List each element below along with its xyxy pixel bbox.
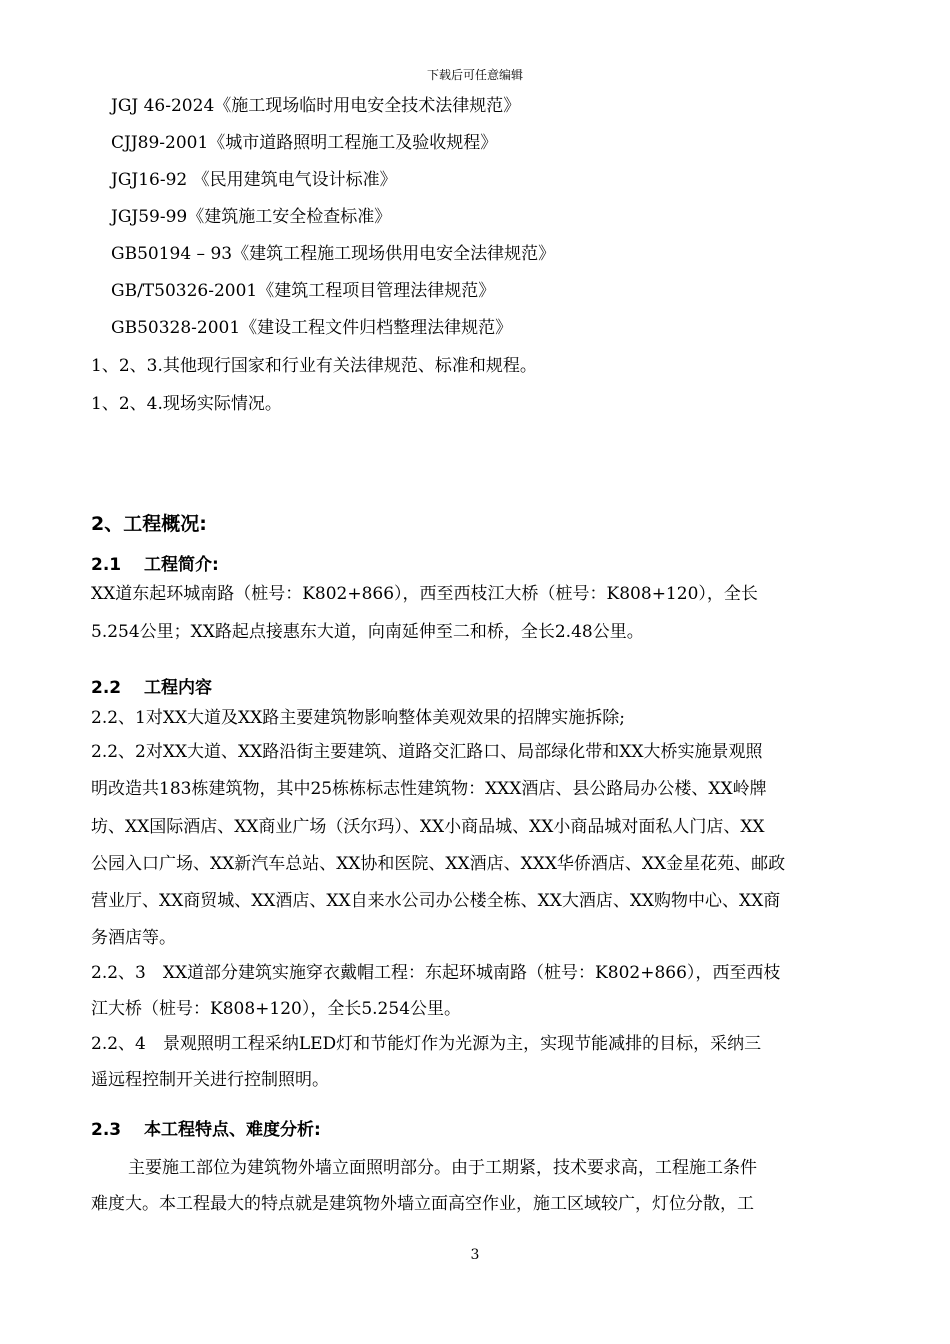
header-note: 下载后可任意编辑 (426, 68, 523, 82)
reference-line: CJJ89-2001《城市道路照明工程施工及验收规程》 (111, 133, 498, 153)
list-item: 1、2、3.其他现行国家和行业有关法律规范、标准和规程。 (91, 356, 537, 376)
section-heading: 2、工程概况: (91, 513, 207, 535)
paragraph-line: 坊、XX国际酒店、XX商业广场（沃尔玛）、XX小商品城、XX小商品城对面私人门店、XX (91, 817, 765, 837)
paragraph-line: 务酒店等。 (91, 928, 176, 948)
reference-line: GB/T50326-2001《建筑工程项目管理法律规范》 (111, 281, 496, 301)
paragraph-line: 2.2、3 XX道部分建筑实施穿衣戴帽工程：东起环城南路（桩号：K802+866），西至西枝 (91, 963, 781, 983)
page-number: 3 (470, 1247, 480, 1263)
paragraph-line: 营业厅、XX商贸城、XX酒店、XX自来水公司办公楼全栋、XX大酒店、XX购物中心、XX商 (91, 891, 781, 911)
paragraph-line: 难度大。本工程最大的特点就是建筑物外墙立面高空作业，施工区域较广，灯位分散，工 (91, 1194, 754, 1214)
subsection-heading: 2.3 本工程特点、难度分析: (91, 1120, 321, 1140)
reference-line: JGJ59-99《建筑施工安全检查标准》 (111, 207, 392, 227)
paragraph-line: 2.2、2对XX大道、XX路沿街主要建筑、道路交汇路口、局部绿化带和XX大桥实施景观照 (91, 742, 763, 762)
paragraph-line: 遥远程控制开关进行控制照明。 (91, 1070, 329, 1090)
paragraph-line: XX道东起环城南路（桩号：K802+866），西至西枝江大桥（桩号：K808+120），全长 (91, 584, 758, 604)
paragraph-line: 江大桥（桩号：K808+120），全长5.254公里。 (91, 999, 462, 1019)
paragraph-line: 2.2、1对XX大道及XX路主要建筑物影响整体美观效果的招牌实施拆除; (91, 708, 625, 728)
paragraph-line: 2.2、4 景观照明工程采纳LED灯和节能灯作为光源为主，实现节能减排的目标，采纳三 (91, 1034, 762, 1054)
subsection-heading: 2.1 工程简介: (91, 555, 219, 575)
paragraph-line: 5.254公里；XX路起点接惠东大道，向南延伸至二和桥，全长2.48公里。 (91, 622, 644, 642)
paragraph-line: 主要施工部位为建筑物外墙立面照明部分。由于工期紧，技术要求高，工程施工条件 (128, 1158, 757, 1178)
list-item: 1、2、4.现场实际情况。 (91, 394, 282, 414)
reference-line: GB50194 – 93《建筑工程施工现场供用电安全法律规范》 (111, 244, 556, 264)
reference-line: JGJ16-92 《民用建筑电气设计标准》 (111, 170, 397, 190)
reference-line: JGJ 46-2024《施工现场临时用电安全技术法律规范》 (111, 96, 521, 116)
subsection-heading: 2.2 工程内容 (91, 678, 213, 698)
reference-line: GB50328-2001《建设工程文件归档整理法律规范》 (111, 318, 513, 338)
paragraph-line: 明改造共183栋建筑物，其中25栋栋标志性建筑物：XXX酒店、县公路局办公楼、XX岭牌 (91, 779, 767, 799)
paragraph-line: 公园入口广场、XX新汽车总站、XX协和医院、XX酒店、XXX华侨酒店、XX金星花苑、邮政 (91, 854, 786, 874)
